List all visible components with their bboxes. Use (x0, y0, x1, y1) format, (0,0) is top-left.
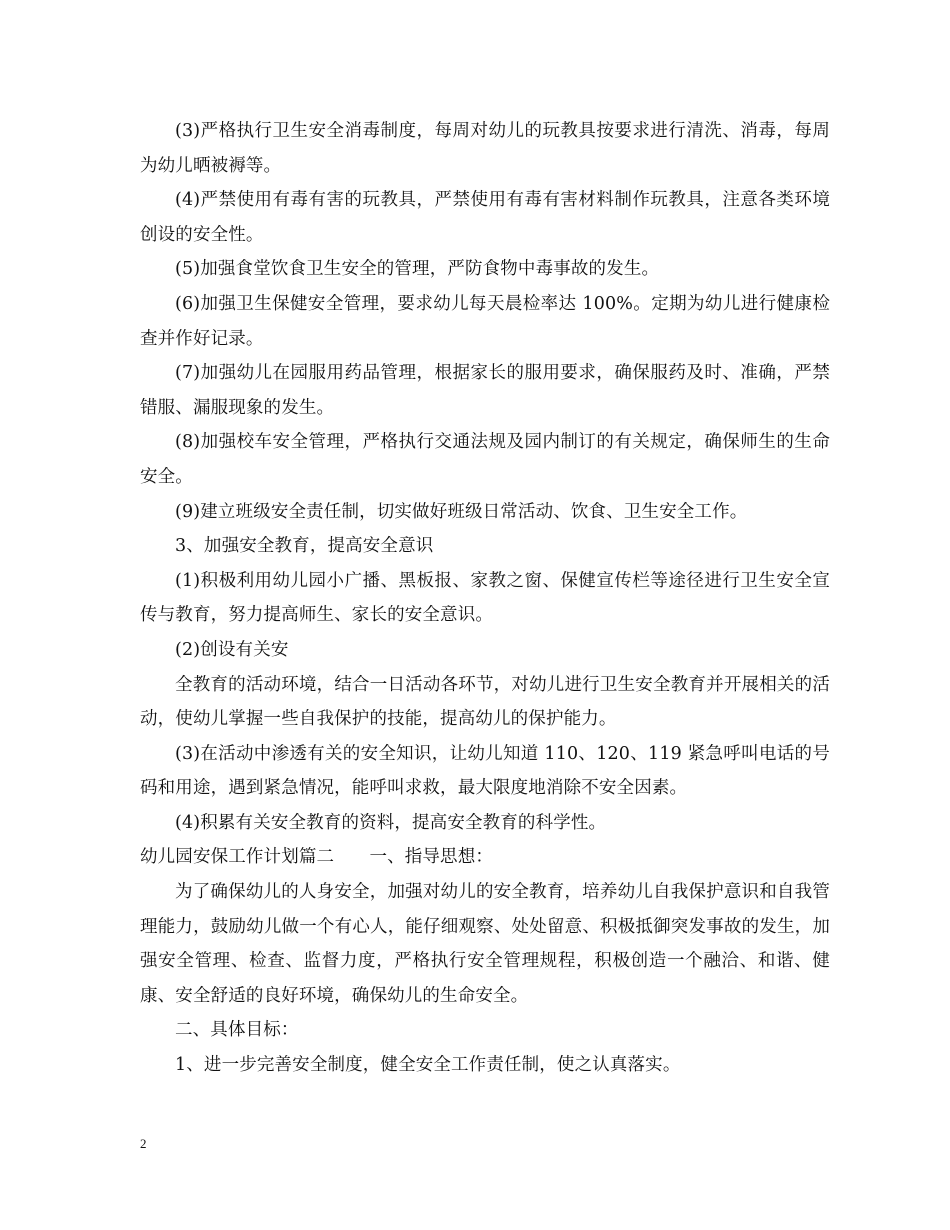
paragraph-publicity: (1)积极利用幼儿园小广播、黑板报、家教之窗、保健宣传栏等途径进行卫生安全宣传与教育，努力提高师生、家长的安全意识。 (140, 570, 830, 626)
subheading-specific-goals: 二、具体目标： (175, 1020, 299, 1041)
paragraph-emergency-numbers: (3)在活动中渗透有关的安全知识，让幼儿知道 110、120、119 紧急呼叫电话的号码和用途，遇到紧急情况，能呼叫求救，最大限度地消除不安全因素。 (140, 743, 830, 799)
paragraph-medicine-management: (7)加强幼儿在园服用药品管理，根据家长的服用要求，确保服药及时、准确，严禁错服、漏服现象的发生。 (140, 363, 830, 418)
section-heading: 幼儿园安保工作计划篇二 一、指导思想： (140, 847, 493, 868)
paragraph-activity-environment: 全教育的活动环境，结合一日活动各环节，对幼儿进行卫生安全教育并开展相关的活动，使幼儿掌握一些自我保护的技能，提高幼儿的保护能力。 (140, 674, 830, 730)
document-body (140, 114, 830, 1083)
paragraph-create-environment: (2)创设有关安 (175, 639, 289, 660)
paragraph-school-bus: (8)加强校车安全管理，严格执行交通法规及园内制订的有关规定，确保师生的生命安全。 (140, 432, 830, 487)
paragraph-education-materials: (4)积累有关安全教育的资料，提高安全教育的科学性。 (175, 812, 607, 833)
paragraph-toxic-toys: (4)严禁使用有毒有害的玩教具，严禁使用有毒有害材料制作玩教具，注意各类环境创设的安全性。 (140, 190, 830, 245)
paragraph-class-responsibility: (9)建立班级安全责任制，切实做好班级日常活动、饮食、卫生安全工作。 (175, 501, 748, 522)
paragraph-canteen-safety: (5)加强食堂饮食卫生安全的管理，严防食物中毒事故的发生。 (175, 259, 660, 280)
paragraph-disinfection: (3)严格执行卫生安全消毒制度，每周对幼儿的玩教具按要求进行清洗、消毒，每周为幼儿晒被褥等。 (140, 121, 830, 176)
page-number: 2 (140, 1136, 147, 1151)
paragraph-guiding-ideology: 为了确保幼儿的人身安全，加强对幼儿的安全教育，培养幼儿自我保护意识和自我管理能力，鼓励幼儿做一个有心人，能仔细观察、处处留意、积极抵御突发事故的发生，加强安全管理、检查、监督力度，严格执行安全管理规程，积极创造一个融洽、和谐、健康、安全舒适的良好环境，确保幼儿的生命安全。 (140, 882, 830, 1006)
paragraph-health-checks: (6)加强卫生保健安全管理，要求幼儿每天晨检率达 100%。定期为幼儿进行健康检查并作好记录。 (140, 293, 830, 349)
subheading-safety-education: 3、加强安全教育，提高安全意识 (175, 536, 434, 557)
paragraph-safety-system: 1、进一步完善安全制度，健全安全工作责任制，使之认真落实。 (175, 1055, 681, 1076)
